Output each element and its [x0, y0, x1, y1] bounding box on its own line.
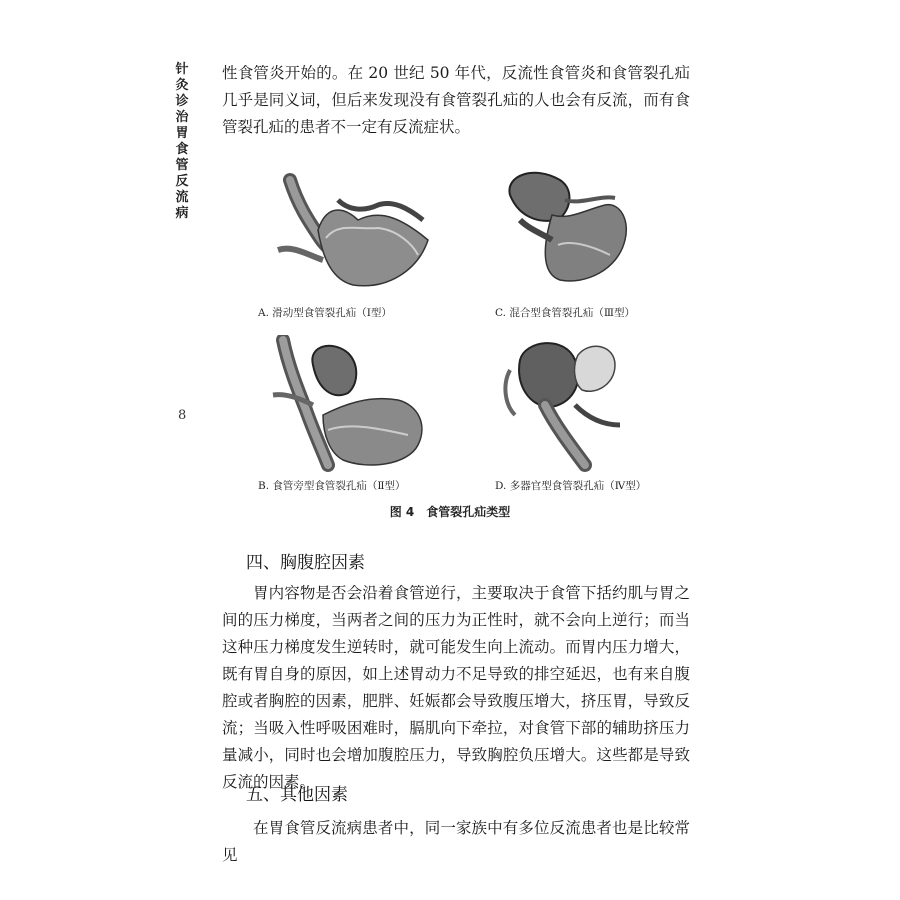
figure-label: 图 4: [389, 505, 415, 519]
figure-caption-a: A. 滑动型食管裂孔疝（Ⅰ型）: [258, 307, 392, 319]
intro-paragraph: 性食管炎开始的。在 20 世纪 50 年代，反流性食管炎和食管裂孔疝几乎是同义词，但后来发现没有食管裂孔疝的人也会有反流，而有食管裂孔疝的患者不一定有反流症状。: [222, 64, 690, 136]
figure-caption-d: D. 多器官型食管裂孔疝（Ⅳ型）: [495, 480, 647, 492]
running-head-book-title: 针灸诊治胃食管反流病: [175, 62, 189, 221]
section-heading-5: 五、其他因素: [246, 785, 348, 805]
figure-panel-b-illustration: [268, 335, 438, 475]
figure-title-text: 食管裂孔疝类型: [426, 505, 511, 519]
section-4-paragraph: 胃内容物是否会沿着食管逆行，主要取决于食管下括约肌与胃之间的压力梯度，当两者之间的压力为正性时，就不会向上逆行；而当这种压力梯度发生逆转时，就可能发生向上流动。而胃内压力增大，既有胃自身的原因，如上述胃动力不足导致的排空延迟，也有来自腹腔或者胸腔的因素，肥胖、妊娠都会导致腹压增大，挤压胃，导致反流；当吸入性呼吸困难时，膈肌向下牵拉，对食管下部的辅助挤压力量减小，同时也会增加腹腔压力，导致胸腔负压增大。这些都是导致反流的因素。: [222, 584, 690, 791]
figure-title: [0, 503, 900, 520]
figure-caption-b: B. 食管旁型食管裂孔疝（Ⅱ型）: [258, 480, 406, 492]
page-number: 8: [178, 408, 187, 423]
section-heading-4: 四、胸腹腔因素: [246, 553, 365, 573]
figure-panel-c-illustration: [490, 160, 640, 295]
figure-caption-c: C. 混合型食管裂孔疝（Ⅲ型）: [495, 307, 635, 319]
section-5-paragraph: 在胃食管反流病患者中，同一家族中有多位反流患者也是比较常见: [222, 819, 690, 864]
figure-panel-d-illustration: [490, 335, 640, 475]
figure-panel-a-illustration: [268, 160, 448, 295]
